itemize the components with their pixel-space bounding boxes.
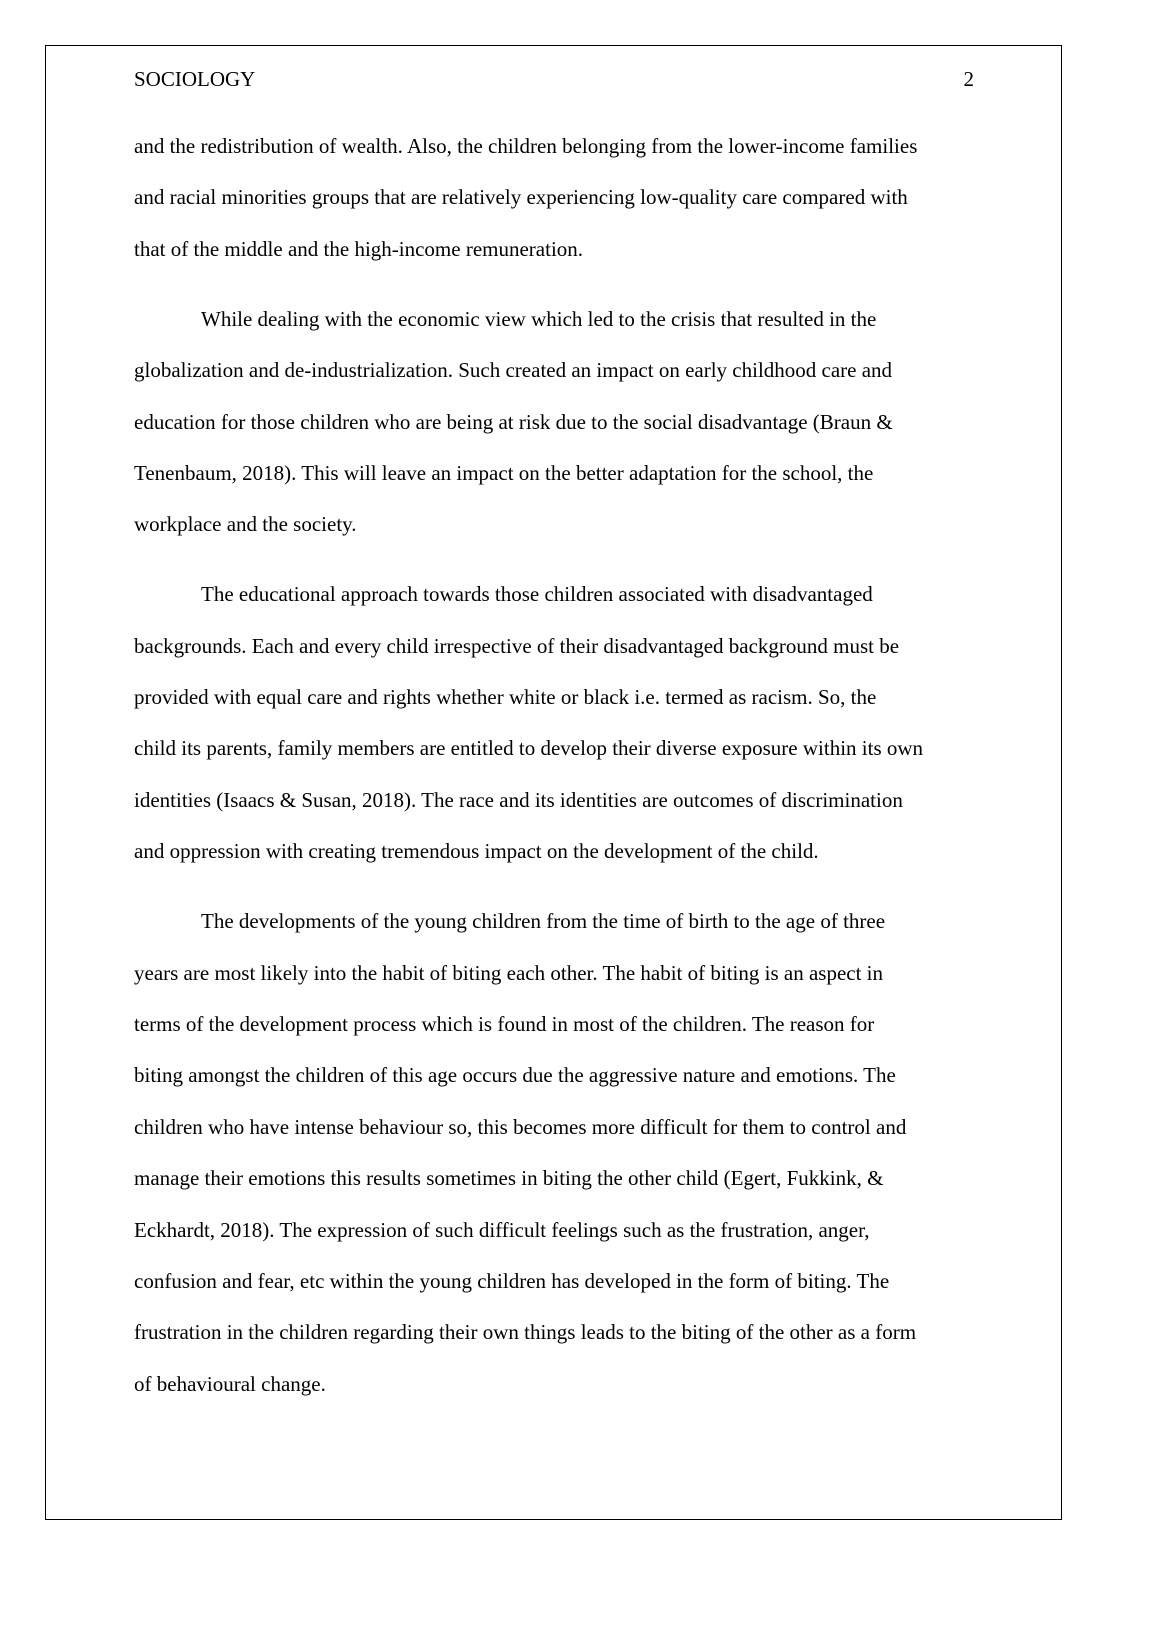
text-line: and the redistribution of wealth. Also, the children belonging from the lower-income families bbox=[134, 134, 918, 158]
text-line: provided with equal care and rights whether white or black i.e. termed as racism. So, the bbox=[134, 685, 877, 710]
text-line: children who have intense behaviour so, this becomes more difficult for them to control and bbox=[134, 1114, 907, 1139]
text-line: identities (Isaacs & Susan, 2018). The race and its identities are outcomes of discrimination bbox=[134, 787, 903, 812]
text-line: globalization and de-industrialization. Such created an impact on early childhood care and bbox=[134, 358, 893, 383]
page-number: 2 bbox=[963, 67, 974, 91]
paragraph bbox=[134, 294, 994, 551]
text-line: child its parents, family members are entitled to develop their diverse exposure within its own bbox=[134, 736, 924, 761]
text-line: terms of the development process which is found in most of the children. The reason for bbox=[134, 1012, 875, 1037]
text-line: The educational approach towards those children associated with disadvantaged bbox=[201, 582, 873, 607]
text-line: confusion and fear, etc within the young children has developed in the form of biting. The bbox=[134, 1268, 890, 1293]
text-line: of behavioural change. bbox=[134, 1371, 326, 1396]
paragraph bbox=[134, 569, 994, 877]
text-line: workplace and the society. bbox=[134, 512, 357, 537]
text-line: frustration in the children regarding their own things leads to the biting of the other as a form bbox=[134, 1320, 917, 1345]
text-line: and racial minorities groups that are relatively experiencing low-quality care compared with bbox=[134, 185, 908, 210]
text-line: biting amongst the children of this age occurs due the aggressive nature and emotions. The bbox=[134, 1063, 896, 1088]
text-line: and oppression with creating tremendous impact on the development of the child. bbox=[134, 839, 819, 864]
page-header bbox=[134, 67, 974, 91]
text-line: education for those children who are being at risk due to the social disadvantage (Braun & bbox=[134, 409, 893, 434]
text-line: backgrounds. Each and every child irrespective of their disadvantaged background must be bbox=[134, 633, 900, 658]
text-line: manage their emotions this results sometimes in biting the other child (Egert, Fukkink, & bbox=[134, 1166, 884, 1191]
text-line: While dealing with the economic view which led to the crisis that resulted in the bbox=[201, 306, 877, 331]
document-body bbox=[134, 121, 994, 1429]
text-line: Tenenbaum, 2018). This will leave an impact on the better adaptation for the school, the bbox=[134, 460, 874, 485]
text-line: The developments of the young children from the time of birth to the age of three bbox=[201, 909, 886, 934]
text-line: Eckhardt, 2018). The expression of such difficult feelings such as the frustration, anger, bbox=[134, 1217, 870, 1242]
paragraph bbox=[134, 896, 994, 1410]
paragraph bbox=[134, 121, 994, 275]
running-head: SOCIOLOGY bbox=[134, 67, 256, 91]
text-line: years are most likely into the habit of biting each other. The habit of biting is an aspect in bbox=[134, 960, 884, 985]
text-line: that of the middle and the high-income remuneration. bbox=[134, 236, 584, 261]
